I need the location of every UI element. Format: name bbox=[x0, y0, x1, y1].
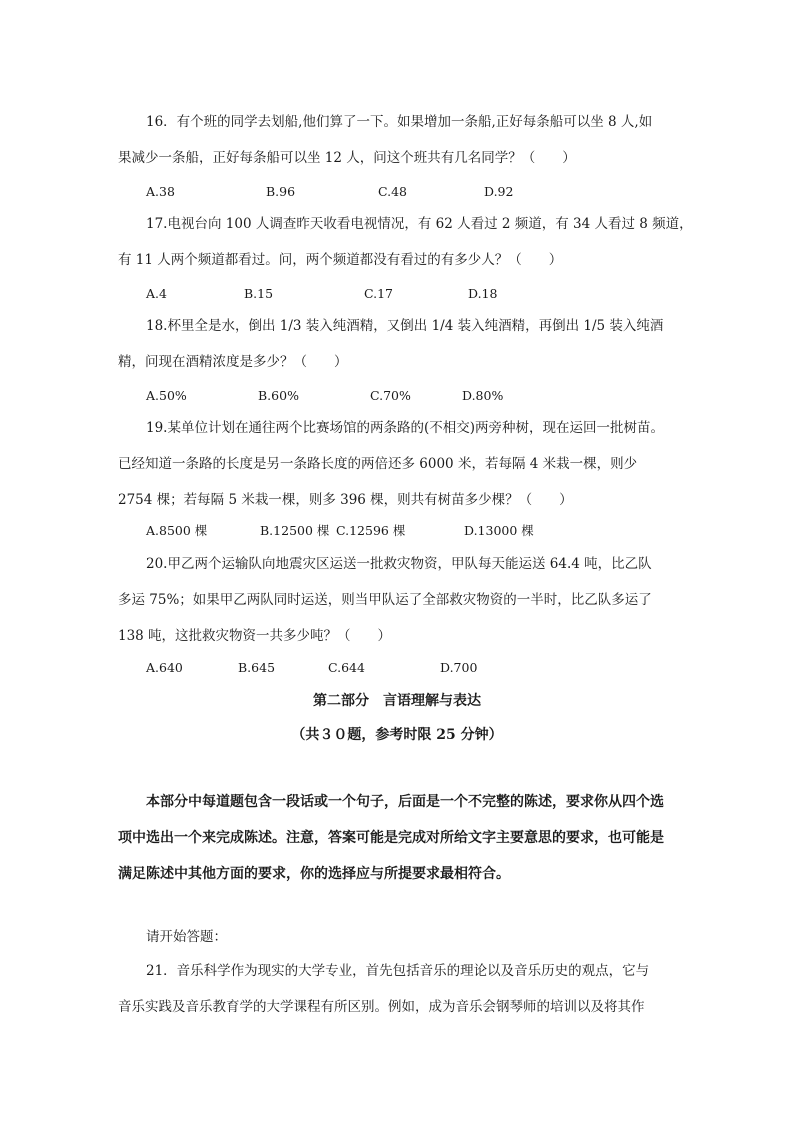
question-line: 18.杯里全是水，倒出 1/3 装入纯酒精，又倒出 1/4 装入纯酒精，再倒出 1/5 装入纯酒 bbox=[146, 318, 664, 334]
option-a: A.50% bbox=[146, 388, 187, 403]
question-line: 17.电视台向 100 人调查昨天收看电视情况，有 62 人看过 2 频道，有 34 人看过 8 频道， bbox=[146, 216, 693, 232]
option-d: D.80% bbox=[462, 388, 504, 403]
option-a: A.640 bbox=[146, 660, 183, 675]
question-line: 果减少一条船，正好每条船可以坐 12 人，问这个班共有几名同学？（ ） bbox=[118, 150, 576, 166]
instruction-line: 项中选出一个来完成陈述。注意，答案可能是完成对所给文字主要意思的要求，也可能是 bbox=[118, 830, 664, 846]
question-line: 2754 棵；若每隔 5 米栽一棵，则多 396 棵，则共有树苗多少棵？（ ） bbox=[118, 492, 573, 508]
option-c: C.17 bbox=[364, 286, 393, 301]
question-line: 精，问现在酒精浓度是多少？（ ） bbox=[118, 354, 348, 370]
option-b: B.645 bbox=[238, 660, 276, 675]
section-title: 第二部分 言语理解与表达 bbox=[313, 693, 481, 709]
option-c: C.12596 棵 bbox=[336, 523, 406, 538]
instruction-line: 满足陈述中其他方面的要求，你的选择应与所提要求最相符合。 bbox=[118, 866, 510, 882]
section-subtitle: （共３０题，参考时限 25 分钟） bbox=[291, 727, 503, 743]
option-c: C.48 bbox=[378, 184, 407, 199]
question-line: 有 11 人两个频道都看过。问，两个频道都没有看过的有多少人？（ ） bbox=[118, 252, 563, 268]
question-line: 21．音乐科学作为现实的大学专业，首先包括音乐的理论以及音乐历史的观点，它与 bbox=[146, 963, 650, 979]
question-20 bbox=[118, 546, 678, 654]
option-d: D.13000 棵 bbox=[464, 523, 534, 538]
question-17 bbox=[118, 206, 693, 278]
question-16 bbox=[118, 104, 678, 176]
option-c: C.70% bbox=[370, 388, 411, 403]
option-a: A.8500 棵 bbox=[146, 523, 208, 538]
question-19 bbox=[118, 410, 678, 518]
question-line: 音乐实践及音乐教育学的大学课程有所区别。例如，成为音乐会钢琴师的培训以及将其作 bbox=[118, 999, 645, 1015]
instructions bbox=[118, 784, 678, 892]
option-b: B.60% bbox=[258, 388, 299, 403]
option-a: A.38 bbox=[146, 184, 175, 199]
question-line: 138 吨，这批救灾物资一共多少吨？（ ） bbox=[118, 628, 392, 644]
start-prompt: 请开始答题： bbox=[146, 929, 227, 945]
option-a: A.4 bbox=[146, 286, 167, 301]
question-21 bbox=[118, 953, 678, 1025]
question-line: 已经知道一条路的长度是另一条路长度的两倍还多 6000 米，若每隔 4 米栽一棵，则少 bbox=[118, 456, 638, 472]
option-d: D.700 bbox=[440, 660, 478, 675]
option-d: D.18 bbox=[468, 286, 498, 301]
option-b: B.12500 棵 bbox=[260, 523, 330, 538]
option-b: B.96 bbox=[266, 184, 296, 199]
question-line: 19.某单位计划在通往两个比赛场馆的两条路的(不相交)两旁种树，现在运回一批树苗。 bbox=[146, 420, 665, 436]
option-d: D.92 bbox=[484, 184, 514, 199]
option-b: B.15 bbox=[244, 286, 274, 301]
instruction-line: 本部分中每道题包含一段话或一个句子，后面是一个不完整的陈述，要求你从四个选 bbox=[146, 794, 664, 810]
question-line: 16．有个班的同学去划船,他们算了一下。如果增加一条船,正好每条船可以坐 8 人,如 bbox=[146, 114, 653, 130]
question-line: 20.甲乙两个运输队向地震灾区运送一批救灾物资，甲队每天能运送 64.4 吨，比乙队 bbox=[146, 556, 652, 572]
option-c: C.644 bbox=[328, 660, 365, 675]
question-line: 多运 75%；如果甲乙两队同时运送，则当甲队运了全部救灾物资的一半时，比乙队多运了 bbox=[118, 592, 652, 608]
question-18 bbox=[118, 308, 678, 380]
